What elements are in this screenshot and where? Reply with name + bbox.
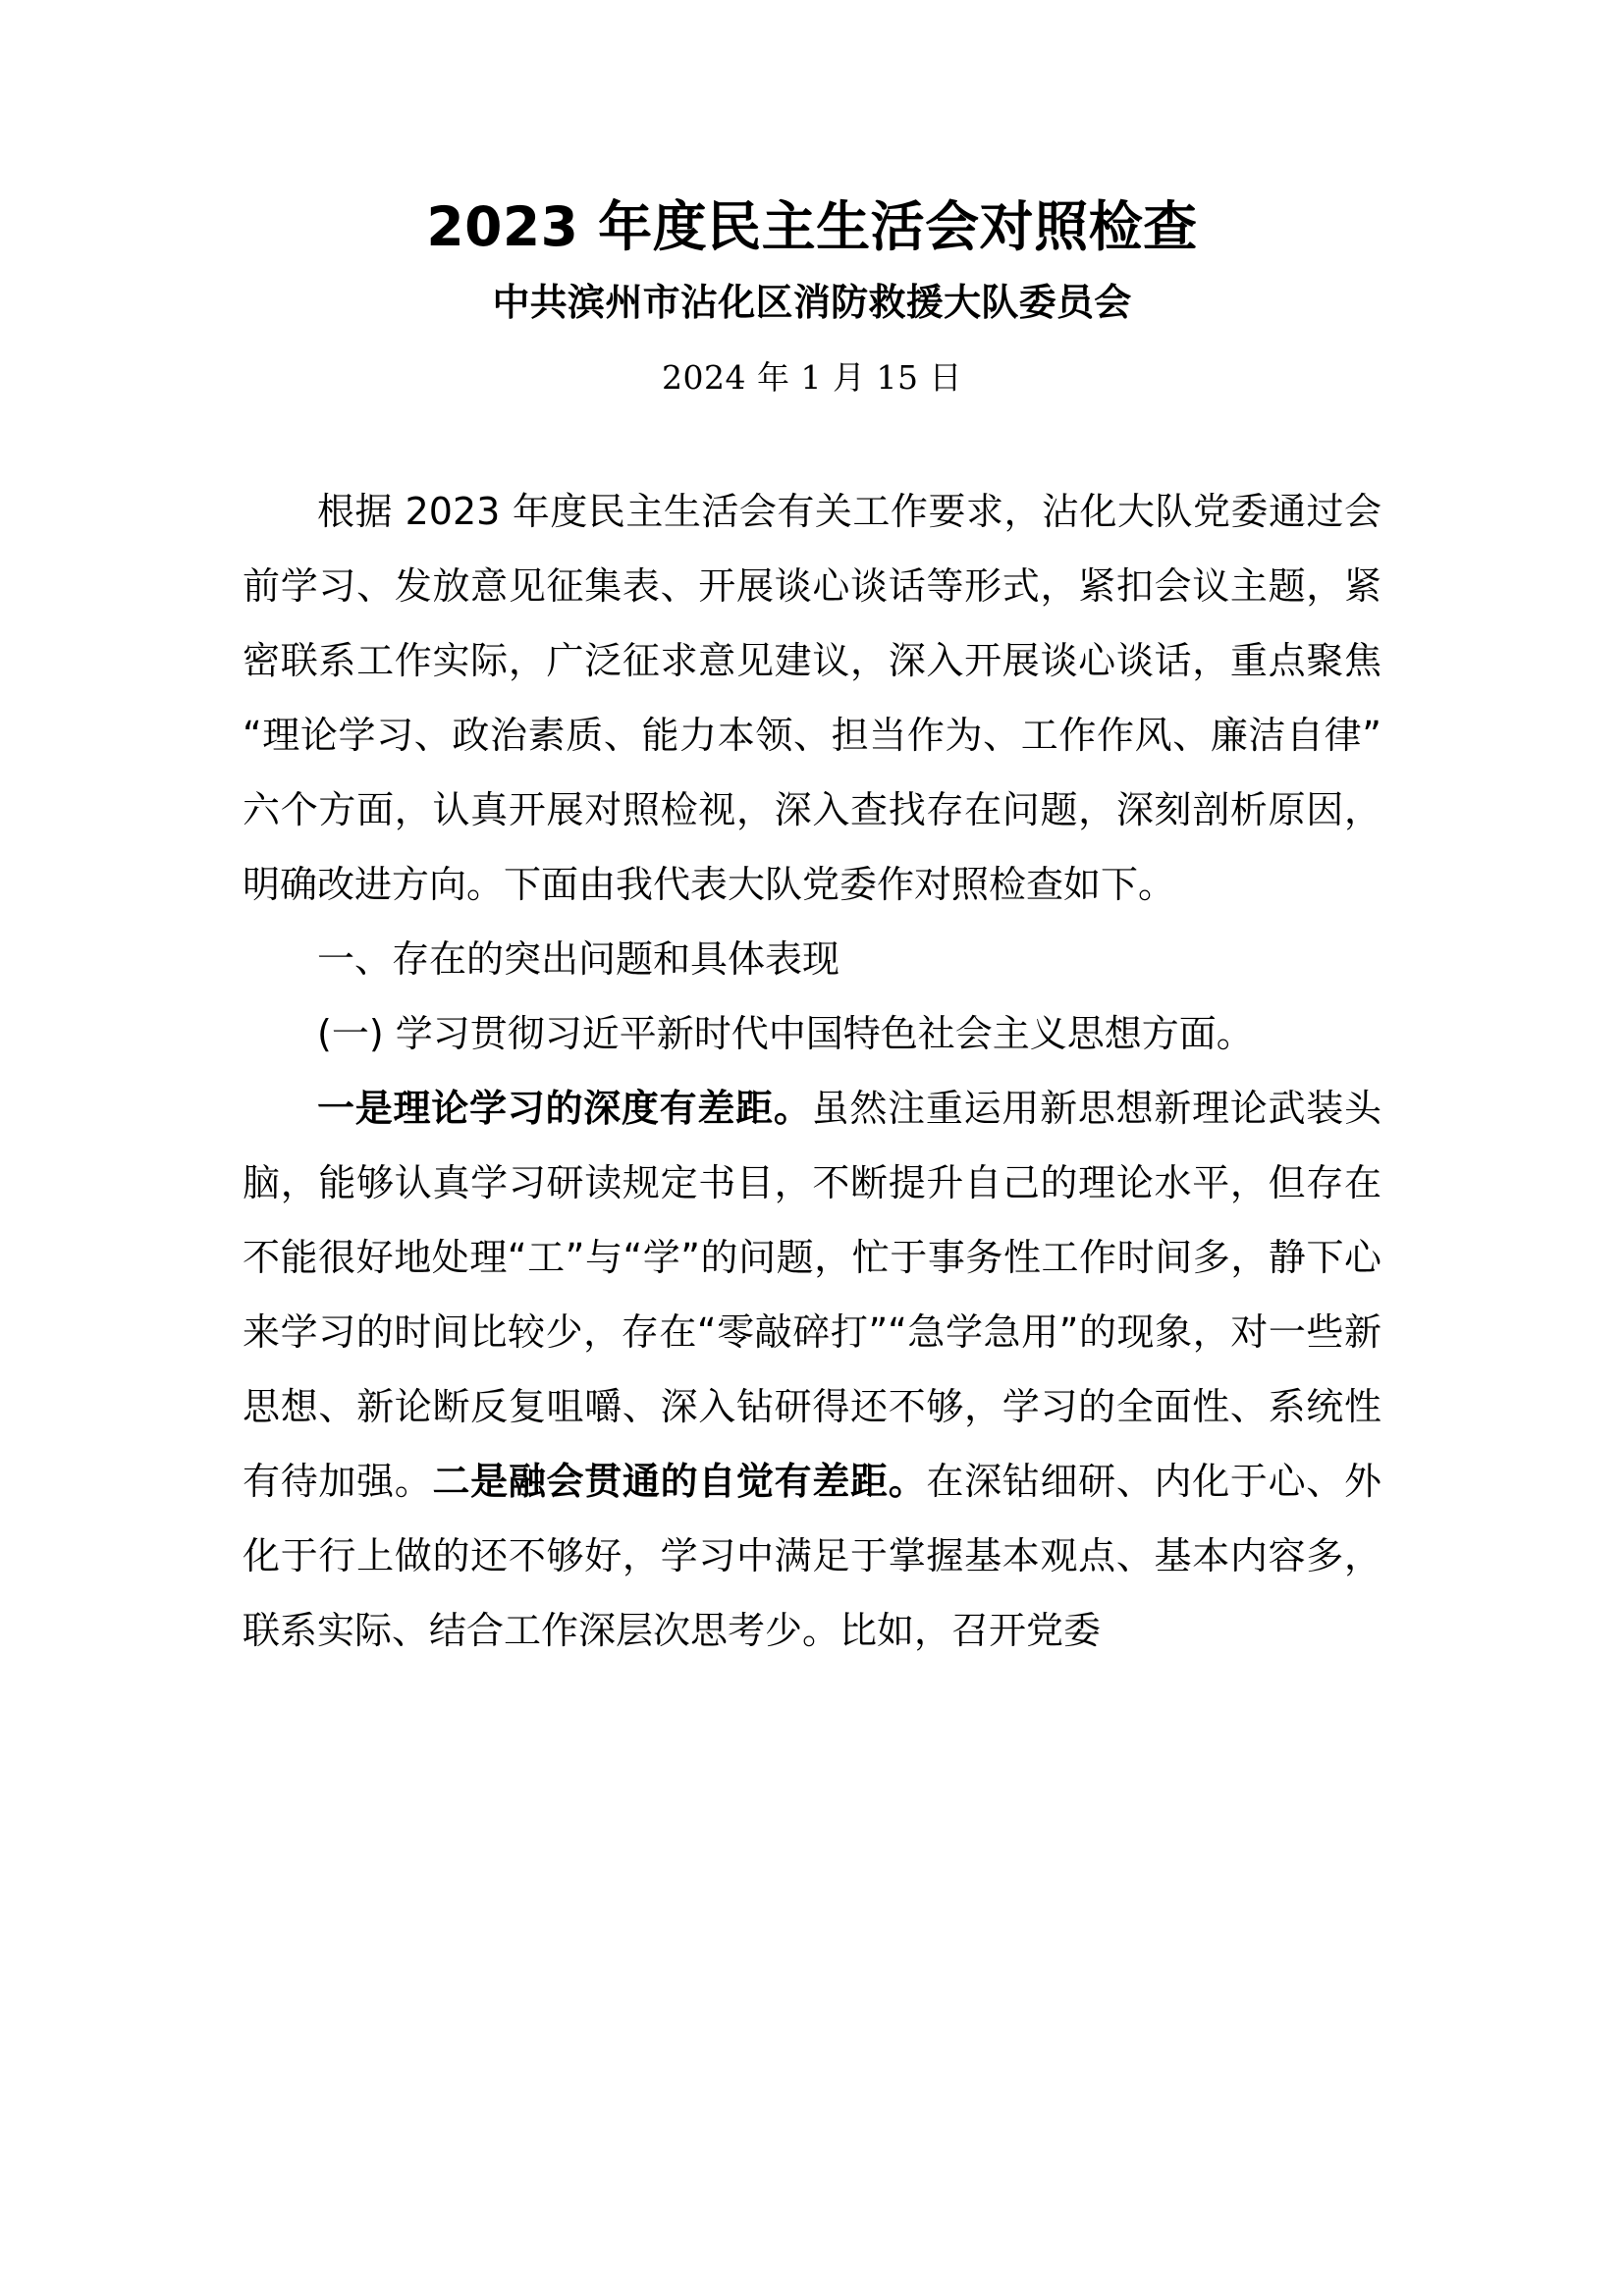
item-one-body-text: 虽然注重运用新思想新理论武装头脑，能够认真学习研读规定书目，不断提升自己的理论水平，但存在不能很好地处理“工”与“学”的问题，忙于事务性工作时间多，静下心来学习的时间比较少，存在“零敲碎打”“急学急用”的现象，对一些新思想、新论断反复咀嚼、深入钻研得还不够，学习的全面性、系统性有待加强。: [243, 1086, 1381, 1503]
page-title: 2023 年度民主生活会对照检查: [426, 195, 1198, 258]
document-content-column: [243, 0, 1381, 1668]
item-one-paragraph: [243, 1071, 1381, 1668]
item-two-lead-in: 二是融会贯通的自觉有差距。: [432, 1459, 927, 1503]
item-two-body-text: 在深钻细研、内化于心、外化于行上做的还不够好，学习中满足于掌握基本观点、基本内容多，联系实际、结合工作深层次思考少。比如，召开党委: [243, 1459, 1381, 1652]
document-date: 2024 年 1 月 15 日: [662, 357, 962, 397]
document-body: [243, 474, 1381, 1668]
document-header: [243, 0, 1381, 400]
item-one-lead-in: 一是理论学习的深度有差距。: [317, 1086, 812, 1130]
intro-paragraph: 根据 2023 年度民主生活会有关工作要求，沾化大队党委通过会前学习、发放意见征集表、开展谈心谈话等形式，紧扣会议主题，紧密联系工作实际，广泛征求意见建议，深入开展谈心谈话，重点聚焦“理论学习、政治素质、能力本领、担当作为、工作作风、廉洁自律”六个方面，认真开展对照检视，深入查找存在问题，深刻剖析原因，明确改进方向。下面由我代表大队党委作对照检查如下。: [243, 489, 1381, 906]
subsection-heading-one-a: (一) 学习贯彻习近平新时代中国特色社会主义思想方面。: [317, 1011, 1254, 1055]
section-heading-one: 一、存在的突出问题和具体表现: [317, 936, 840, 981]
document-issuing-organization: 中共滨州市沾化区消防救援大队委员会: [492, 281, 1132, 325]
